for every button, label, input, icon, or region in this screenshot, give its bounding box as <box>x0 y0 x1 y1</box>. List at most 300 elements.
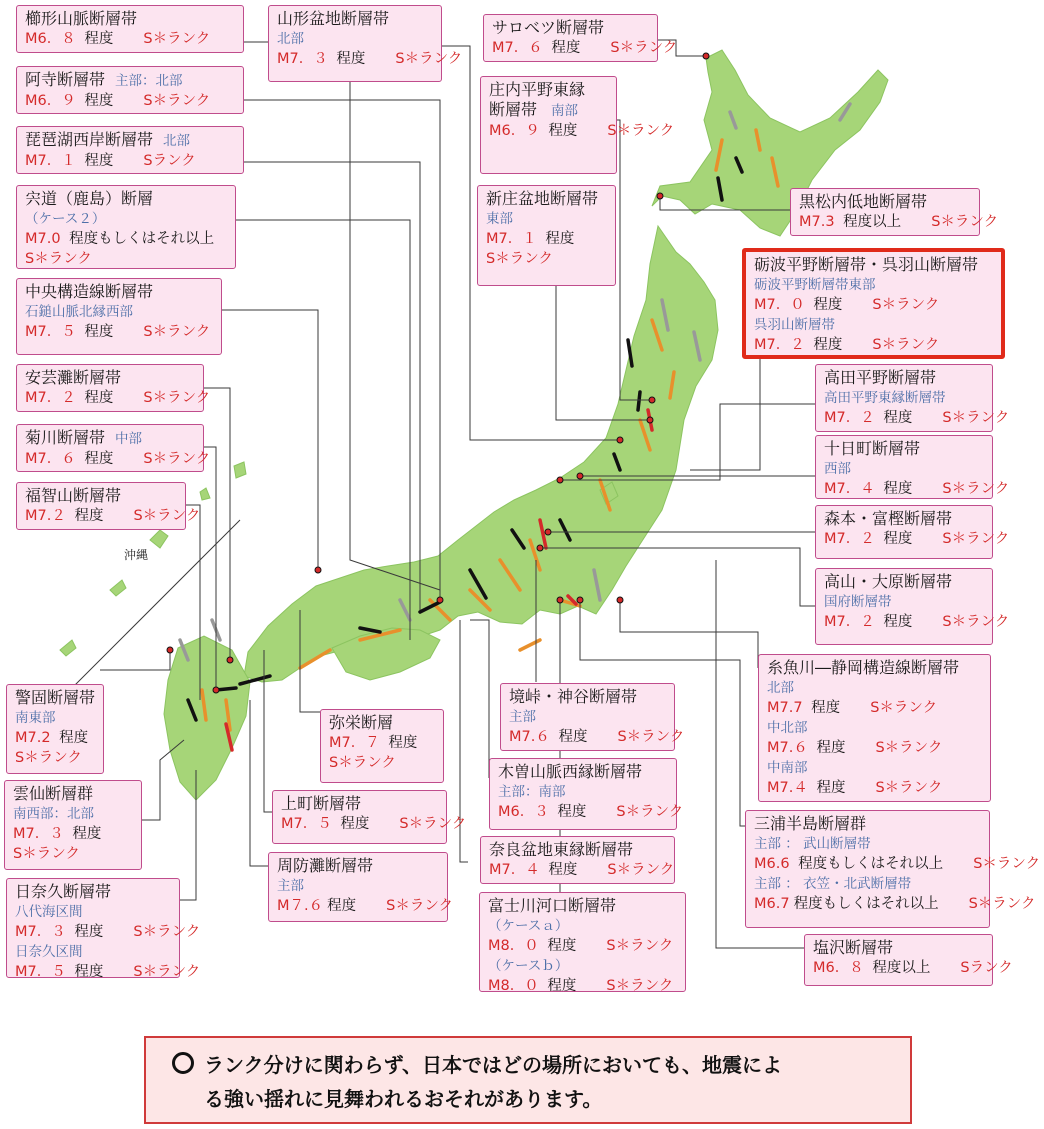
fault-label-kuromatsunai <box>790 188 999 236</box>
magnitude <box>754 337 846 353</box>
magnitude-rank-row <box>25 29 237 49</box>
fault-label-shonai <box>480 76 675 174</box>
magnitude-qualifier: 程度 <box>878 531 913 547</box>
notice-line2: る強い揺れに見舞われるおそれがあります。 <box>204 1087 603 1111</box>
fault-section: 南東部 <box>15 710 56 726</box>
rank: S＊ランク <box>872 337 940 353</box>
rank: S＊ランク <box>875 780 943 796</box>
magnitude-value: M7．０ <box>754 297 805 313</box>
magnitude-value: M7．２ <box>25 390 76 406</box>
fault-title: 新庄盆地断層帯 <box>486 189 599 208</box>
magnitude-value: M7.４ <box>767 780 808 796</box>
magnitude-qualifier: 程度 <box>811 780 846 796</box>
fault-label-takayama <box>815 568 1010 645</box>
magnitude <box>824 410 916 426</box>
fault-section: （ケースｂ） <box>488 958 569 974</box>
fault-section: 北部 <box>767 680 794 696</box>
rank: S＊ランク <box>13 846 80 862</box>
fault-label-suonada <box>268 852 454 922</box>
fault-section: 主部：南部 <box>498 784 566 800</box>
rank: S＊ランク <box>607 862 675 878</box>
magnitude-qualifier: 程度 <box>335 816 370 832</box>
magnitude-rank-row <box>486 229 609 249</box>
fault-section: 南部 <box>551 103 579 119</box>
magnitude <box>25 508 107 524</box>
fault-title: 十日町断層帯 <box>824 439 921 458</box>
rank: S＊ランク <box>25 251 92 267</box>
rank: S＊ランク <box>133 508 201 524</box>
magnitude <box>25 93 117 109</box>
fault-label-keiko <box>6 684 104 774</box>
magnitude <box>754 896 943 912</box>
rank: S＊ランク <box>143 324 211 340</box>
magnitude-value: M7．２ <box>824 410 875 426</box>
magnitude-value: M7．３ <box>15 924 66 940</box>
magnitude-rank-row <box>15 962 201 982</box>
magnitude-rank-row <box>767 738 984 758</box>
magnitude <box>824 531 916 547</box>
magnitude-value: M7.3 <box>799 214 835 230</box>
rank: S＊ランク <box>486 251 553 267</box>
magnitude-value: M7．７ <box>329 735 380 751</box>
leader-line <box>204 388 230 660</box>
magnitude <box>767 780 849 796</box>
magnitude-value: M7．３ <box>13 826 64 842</box>
rank: S＊ランク <box>386 898 454 914</box>
fault-label-takada <box>815 364 1010 432</box>
magnitude-value: M7.2 <box>15 730 51 746</box>
magnitude-value: M７.６ <box>277 898 324 914</box>
magnitude-rank-row <box>813 958 1013 978</box>
rank: S＊ランク <box>968 896 1036 912</box>
magnitude-value: M7．５ <box>15 964 66 980</box>
fault-title: 高山・大原断層帯 <box>824 572 953 591</box>
magnitude-rank-row <box>489 121 675 141</box>
magnitude-qualifier: 程度 <box>542 978 577 994</box>
leader-line <box>250 700 268 866</box>
magnitude-value: M6．９ <box>489 123 540 139</box>
notice-line1: ランク分けに関わらず、日本ではどの場所においても、地震によ <box>204 1053 782 1077</box>
rank: S＊ランク <box>143 390 211 406</box>
fault-label-sarobetsu <box>483 14 678 62</box>
magnitude-value: M7．２ <box>824 531 875 547</box>
magnitude-rank-row <box>486 249 609 269</box>
magnitude-qualifier: 程度 <box>79 31 114 47</box>
magnitude-value: M6．８ <box>813 960 864 976</box>
magnitude-rank-row <box>25 506 201 526</box>
magnitude-qualifier: 程度 <box>808 297 843 313</box>
fault-label-yasaka <box>320 709 444 783</box>
fault-label-shinjo <box>477 185 616 286</box>
fault-dot <box>557 477 563 483</box>
magnitude-value: M6．８ <box>25 31 76 47</box>
magnitude-rank-row <box>824 612 1010 632</box>
fault-section: 北部 <box>163 133 191 149</box>
magnitude <box>281 816 373 832</box>
rank: S＊ランク <box>143 31 211 47</box>
fault-dot <box>557 597 563 603</box>
magnitude-qualifier: 程度 <box>878 614 913 630</box>
fault-section: （ケース２） <box>25 211 106 227</box>
fault-dot <box>167 647 173 653</box>
fault-title: 琵琶湖西岸断層帯 北部 <box>25 130 191 149</box>
fault-dot <box>213 687 219 693</box>
leader-line <box>470 620 489 778</box>
rank: S＊ランク <box>329 755 396 771</box>
okinawa-label: 沖縄 <box>124 548 149 562</box>
fault-section: 北部 <box>277 31 304 47</box>
fault-title: 高田平野断層帯 <box>824 368 937 387</box>
fault-dot <box>577 597 583 603</box>
magnitude <box>824 614 916 630</box>
magnitude-rank-row <box>754 894 1036 914</box>
rank: S＊ランク <box>610 40 678 56</box>
rank: Sランク <box>143 153 196 169</box>
fault-title: 奈良盆地東縁断層帯 <box>489 840 634 859</box>
magnitude-qualifier: 程度 <box>543 862 578 878</box>
magnitude-qualifier: 程度以上 <box>838 214 902 230</box>
fault-label-miura <box>745 810 1041 928</box>
magnitude-rank-row <box>754 295 995 315</box>
fault-label-kamimachi <box>272 790 467 844</box>
magnitude <box>277 51 369 67</box>
rank: S＊ランク <box>133 964 201 980</box>
magnitude-qualifier: 程度 <box>79 324 114 340</box>
fault-label-yamagata <box>268 5 463 82</box>
magnitude-value: M7．５ <box>25 324 76 340</box>
magnitude <box>488 938 580 954</box>
fault-label-hinagu <box>6 878 201 980</box>
fault-section: 主部 <box>277 878 304 894</box>
magnitude-rank-row <box>25 449 211 469</box>
fault-label-chuo <box>16 278 222 355</box>
rank: S＊ランク <box>606 938 674 954</box>
leader-line <box>620 600 758 668</box>
magnitude-rank-row <box>767 778 984 798</box>
magnitude-rank-row <box>824 408 1010 428</box>
magnitude-rank-row <box>25 322 215 342</box>
fault-title: 警固断層帯 <box>15 688 96 707</box>
magnitude-rank-row <box>754 335 995 355</box>
notice-box <box>144 1036 912 1124</box>
magnitude-value: M7．１ <box>25 153 76 169</box>
fault-dot <box>617 437 623 443</box>
fault-title: 雲仙断層群 <box>13 784 94 803</box>
fault-title: 菊川断層帯 中部 <box>25 428 143 447</box>
magnitude-rank-row <box>498 802 684 822</box>
magnitude-rank-row <box>15 728 97 748</box>
magnitude <box>15 730 92 746</box>
fault-title: 森本・富樫断層帯 <box>824 509 953 528</box>
fault-label-morimoto <box>815 505 1010 559</box>
magnitude-qualifier: 程度 <box>79 390 114 406</box>
magnitude-rank-row <box>489 860 675 880</box>
leader-line <box>243 162 420 610</box>
magnitude-value: M7.６ <box>509 729 550 745</box>
magnitude-value: M8．０ <box>488 978 539 994</box>
magnitude <box>25 231 218 247</box>
fault-section: 日奈久区間 <box>15 944 83 960</box>
magnitude-qualifier: 程度 <box>546 40 581 56</box>
magnitude-rank-row <box>488 936 679 956</box>
leader-line <box>100 650 170 670</box>
fault-label-tonami <box>742 248 1005 359</box>
fault-section: 中北部 <box>767 720 808 736</box>
magnitude <box>25 324 117 340</box>
fault-title: 砺波平野断層帯・呉羽山断層帯 <box>754 255 979 274</box>
magnitude-qualifier: 程度 <box>79 153 114 169</box>
fault-title: 中央構造線断層帯 <box>25 282 154 301</box>
magnitude-qualifier: 程度以上 <box>867 960 931 976</box>
fault-title: 三浦半島断層群 <box>754 814 867 833</box>
magnitude-rank-row <box>824 479 1010 499</box>
magnitude <box>489 862 581 878</box>
magnitude-qualifier: 程度 <box>553 729 588 745</box>
magnitude-qualifier: 程度 <box>79 93 114 109</box>
magnitude <box>329 735 421 751</box>
magnitude-qualifier: 程度 <box>540 231 575 247</box>
fault-section: 主部：北部 <box>115 73 183 89</box>
fault-title: 福智山断層帯 <box>25 486 122 505</box>
magnitude <box>492 40 584 56</box>
magnitude-rank-row <box>15 922 201 942</box>
fault-label-sakaitoge <box>500 683 685 751</box>
magnitude-value: M7.６ <box>767 740 808 756</box>
fault-title: 日奈久断層帯 <box>15 882 112 901</box>
rank: S＊ランク <box>616 804 684 820</box>
fault-section: 高田平野東縁断層帯 <box>824 390 946 406</box>
magnitude <box>813 960 934 976</box>
fault-title: 安芸灘断層帯 <box>25 368 122 387</box>
magnitude <box>799 214 905 230</box>
magnitude-value: M7.２ <box>25 508 66 524</box>
magnitude <box>489 123 581 139</box>
rank: Sランク <box>960 960 1013 976</box>
fault-section: 八代海区間 <box>15 904 83 920</box>
fault-title: 阿寺断層帯 主部：北部 <box>25 70 183 89</box>
magnitude-qualifier: 程度 <box>327 898 357 914</box>
rank: S＊ランク <box>942 481 1010 497</box>
magnitude-qualifier: 程度 <box>806 700 841 716</box>
rank: S＊ランク <box>942 614 1010 630</box>
magnitude-value: M6.7 <box>754 896 790 912</box>
magnitude <box>25 153 117 169</box>
fault-section: 南西部：北部 <box>13 806 94 822</box>
fault-label-kiso <box>489 758 684 830</box>
magnitude-value: M7．４ <box>489 862 540 878</box>
magnitude-qualifier: 程度 <box>808 337 843 353</box>
magnitude-rank-row <box>509 727 685 747</box>
magnitude-qualifier: 程度 <box>69 964 104 980</box>
magnitude <box>509 729 591 745</box>
magnitude-qualifier: 程度もしくはそれ以上 <box>793 856 944 872</box>
magnitude-qualifier: 程度 <box>331 51 366 67</box>
fault-section: 西部 <box>824 461 851 477</box>
rank: S＊ランク <box>875 740 943 756</box>
magnitude-rank-row <box>281 814 467 834</box>
magnitude-rank-row <box>277 49 463 69</box>
magnitude <box>488 978 580 994</box>
fault-label-shinji <box>16 185 236 269</box>
fault-title: 木曽山脈西縁断層帯 <box>498 762 643 781</box>
fault-label-aki <box>16 364 211 412</box>
magnitude-rank-row <box>767 698 984 718</box>
rank: S＊ランク <box>942 531 1010 547</box>
magnitude-qualifier: 程度 <box>383 735 418 751</box>
magnitude <box>25 451 117 467</box>
fault-title: 境峠・神谷断層帯 <box>509 687 638 706</box>
magnitude-value: M7.0 <box>25 231 61 247</box>
fault-label-itoigawa <box>758 654 991 802</box>
magnitude-qualifier: 程度 <box>811 740 846 756</box>
magnitude-value: M7.7 <box>767 700 803 716</box>
magnitude-value: M6．９ <box>25 93 76 109</box>
magnitude-rank-row <box>488 976 679 996</box>
fault-title: 塩沢断層帯 <box>813 938 894 957</box>
magnitude-value: M6．３ <box>498 804 549 820</box>
rank: S＊ランク <box>143 93 211 109</box>
magnitude-rank-row <box>824 529 1010 549</box>
fault-label-kikugawa <box>16 424 211 472</box>
magnitude-rank-row <box>13 824 135 844</box>
fault-dot <box>315 567 321 573</box>
fault-label-fujikawa <box>479 892 686 992</box>
fault-title: 上町断層帯 <box>281 794 362 813</box>
rank: S＊ランク <box>133 924 201 940</box>
fault-title: 宍道（鹿島）断層 <box>25 189 154 208</box>
magnitude-rank-row <box>13 844 135 864</box>
magnitude-value: M7．３ <box>277 51 328 67</box>
magnitude-value: M7．２ <box>754 337 805 353</box>
magnitude-qualifier: 程度 <box>79 451 114 467</box>
fault-title: サロベツ断層帯 <box>492 18 605 37</box>
fault-label-kushigata <box>16 5 244 53</box>
magnitude <box>767 740 849 756</box>
fault-dot <box>647 417 653 423</box>
magnitude-qualifier: 程度 <box>69 508 104 524</box>
magnitude-rank-row <box>329 733 437 753</box>
fault-section: 呉羽山断層帯 <box>754 317 835 333</box>
magnitude <box>767 700 844 716</box>
magnitude-rank-row <box>15 748 97 768</box>
magnitude-rank-row <box>25 249 229 269</box>
magnitude <box>277 898 360 914</box>
magnitude-qualifier: 程度 <box>69 924 104 940</box>
rank: S＊ランク <box>15 750 82 766</box>
magnitude-value: M8．０ <box>488 938 539 954</box>
fault-section: 主部 ： 衣笠・北武断層帯 <box>754 876 912 892</box>
fault-title: 断層帯 南部 <box>489 100 579 119</box>
fault-section: 主部 <box>509 709 536 725</box>
magnitude-qualifier: 程度もしくはそれ以上 <box>64 231 215 247</box>
magnitude-rank-row <box>277 896 454 916</box>
rank: S＊ランク <box>942 410 1010 426</box>
circle-icon <box>172 1052 194 1074</box>
fault-title: 富士川河口断層帯 <box>488 896 617 915</box>
magnitude <box>25 31 117 47</box>
fault-title: 黒松内低地断層帯 <box>799 192 928 211</box>
magnitude-value: M7．４ <box>824 481 875 497</box>
magnitude-value: M7．６ <box>25 451 76 467</box>
fault-dot <box>437 597 443 603</box>
fault-label-shiozawa <box>804 934 1013 986</box>
magnitude-value: M7．２ <box>824 614 875 630</box>
magnitude-value: M6.6 <box>754 856 790 872</box>
fault-section: 中南部 <box>767 760 808 776</box>
fault-dot <box>703 53 709 59</box>
magnitude <box>15 964 107 980</box>
fault-label-nara <box>480 836 675 884</box>
fault-title: 弥栄断層 <box>329 713 394 732</box>
magnitude-qualifier: 程度 <box>543 123 578 139</box>
magnitude-rank-row <box>754 854 1041 874</box>
magnitude-rank-row <box>25 91 237 111</box>
rank: S＊ランク <box>872 297 940 313</box>
magnitude-qualifier: 程度 <box>542 938 577 954</box>
magnitude-rank-row <box>329 753 437 773</box>
rank: S＊ランク <box>931 214 999 230</box>
rank: S＊ランク <box>617 729 685 745</box>
fault-section: 東部 <box>486 211 513 227</box>
magnitude-rank-row <box>25 229 229 249</box>
fault-dot <box>227 657 233 663</box>
rank: S＊ランク <box>870 700 938 716</box>
magnitude-qualifier: 程度 <box>54 730 89 746</box>
magnitude <box>25 390 117 406</box>
magnitude <box>498 804 590 820</box>
magnitude <box>754 297 846 313</box>
fault-dot <box>537 545 543 551</box>
magnitude <box>486 231 578 247</box>
magnitude-qualifier: 程度もしくはそれ以上 <box>793 896 939 912</box>
fault-title: 山形盆地断層帯 <box>277 9 390 28</box>
fault-label-tokamachi <box>815 435 1010 499</box>
magnitude-rank-row <box>25 388 211 408</box>
magnitude-value: M7．５ <box>281 816 332 832</box>
fault-dot <box>657 193 663 199</box>
rank: S＊ランク <box>143 451 211 467</box>
leader-line <box>222 310 318 570</box>
magnitude <box>13 826 105 842</box>
rank: S＊ランク <box>606 978 674 994</box>
magnitude-qualifier: 程度 <box>878 410 913 426</box>
fault-section: 砺波平野断層帯東部 <box>754 277 876 293</box>
magnitude-qualifier: 程度 <box>67 826 102 842</box>
magnitude-rank-row <box>799 212 999 232</box>
fault-label-fukuchiyama <box>16 482 201 530</box>
rank: S＊ランク <box>607 123 675 139</box>
magnitude <box>15 924 107 940</box>
magnitude-value: M7．６ <box>492 40 543 56</box>
fault-section: 中部 <box>115 431 143 447</box>
magnitude-rank-row <box>25 151 237 171</box>
magnitude-qualifier: 程度 <box>878 481 913 497</box>
fault-dot <box>617 597 623 603</box>
fault-dot <box>545 529 551 535</box>
fault-title: 周防灘断層帯 <box>277 856 374 875</box>
fault-label-ajiki <box>16 66 244 114</box>
fault-label-unzen <box>4 780 142 870</box>
fault-dot <box>577 473 583 479</box>
rank: S＊ランク <box>973 856 1041 872</box>
magnitude-qualifier: 程度 <box>552 804 587 820</box>
fault-title: 庄内平野東縁 <box>489 80 586 99</box>
land-honshu <box>244 226 718 682</box>
magnitude-value: M7．１ <box>486 231 537 247</box>
fault-dot <box>649 397 655 403</box>
fault-section: 石鎚山脈北縁西部 <box>25 304 133 320</box>
magnitude <box>824 481 916 497</box>
